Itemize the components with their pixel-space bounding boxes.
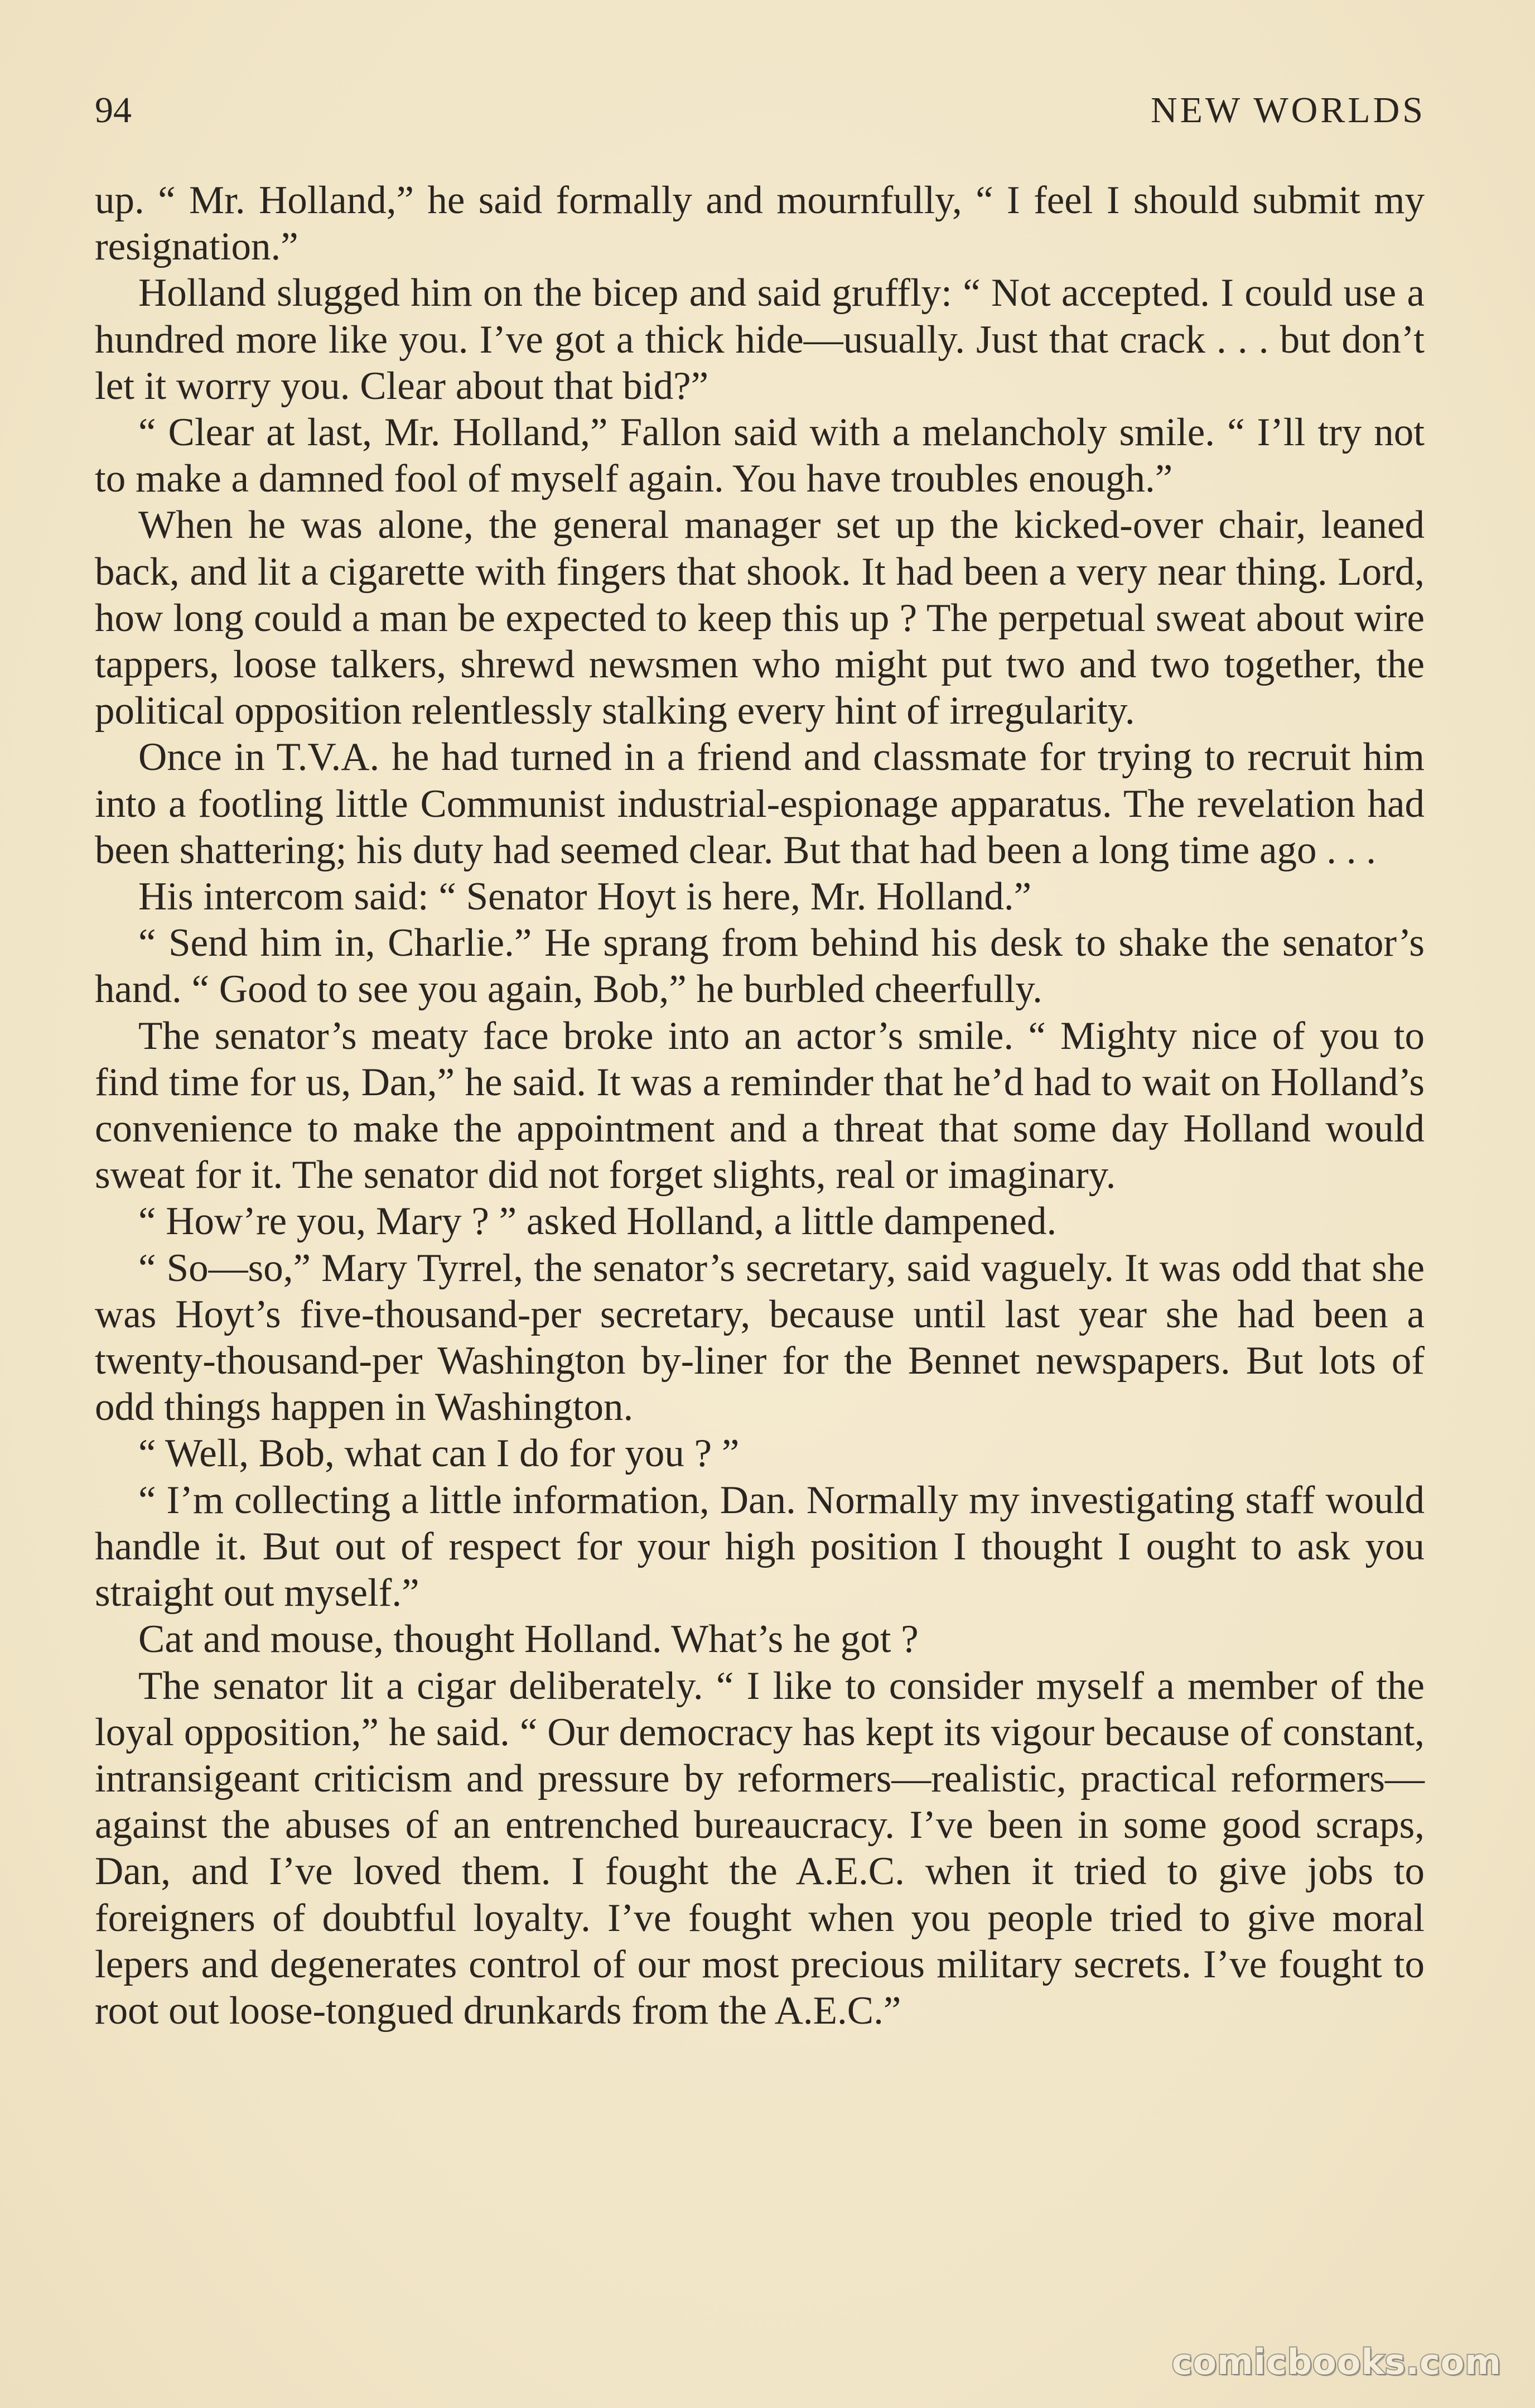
paragraph: “ Send him in, Charlie.” He sprang from behind his desk to shake the senator’s hand. “ Good to see you again, Bob,” he burbled cheerfully.: [95, 921, 1425, 1012]
paragraph: up. “ Mr. Holland,” he said formally and mournfully, “ I feel I should submit my resignation.”: [95, 179, 1425, 269]
page-number: 94: [95, 90, 132, 131]
paragraph: “ How’re you, Mary ? ” asked Holland, a little dampened.: [138, 1200, 1057, 1244]
paragraph: “ Well, Bob, what can I do for you ? ”: [138, 1432, 740, 1476]
paragraph: “ I’m collecting a little information, Dan. Normally my investigating staff would handle it. But out of respect for your high position I thought I ought to ask you straight out myself.”: [95, 1478, 1425, 1615]
story-text: [95, 177, 1425, 2034]
paragraph: When he was alone, the general manager set up the kicked-over chair, leaned back, and lit a cigarette with fingers that shook. It had been a very near thing. Lord, how long could a man be expected to keep this up ? The perpetual sweat about wire tappers, loose talkers, shrewd newsmen who might put two and two together, the political opposition relentlessly stalking every hint of irregularity.: [95, 503, 1425, 733]
paragraph: The senator’s meaty face broke into an actor’s smile. “ Mighty nice of you to find time for us, Dan,” he said. It was a reminder that he’d had to wait on Holland’s convenience to make the appointment and a threat that some day Holland would sweat for it. The senator did not forget slights, real or imaginary.: [95, 1014, 1425, 1197]
paragraph: The senator lit a cigar deliberately. “ I like to consider myself a member of the loyal opposition,” he said. “ Our democracy has kept its vigour because of constant, intransigeant criticism and pressure by reformers—realistic, practical reformers—against the abuses of an entrenched bureaucracy. I’ve been in some good scraps, Dan, and I’ve loved them. I fought the A.E.C. when it tried to give jobs to foreigners of doubtful loyalty. I’ve fought when you people tried to give moral lepers and degenerates control of our most precious military secrets. I’ve fought to root out loose-tongued drunkards from the A.E.C.”: [95, 1664, 1425, 2033]
paragraph: Cat and mouse, thought Holland. What’s he got ?: [138, 1617, 919, 1661]
site-watermark: comicbooks.com: [1171, 2342, 1502, 2382]
page-header: [95, 89, 1426, 139]
running-title: NEW WORLDS: [1150, 90, 1426, 131]
paragraph: “ So—so,” Mary Tyrrel, the senator’s secretary, said vaguely. It was odd that she was Hoyt’s five-thousand-per secretary, because until last year she had been a twenty-thousand-per Washington by-liner for the Bennet newspapers. But lots of odd things happen in Washington.: [95, 1246, 1425, 1429]
paragraph: His intercom said: “ Senator Hoyt is here, Mr. Holland.”: [138, 875, 1032, 919]
paragraph: “ Clear at last, Mr. Holland,” Fallon said with a melancholy smile. “ I’ll try not to make a damned fool of myself again. You have troubles enough.”: [95, 411, 1425, 501]
paragraph: Holland slugged him on the bicep and said gruffly: “ Not accepted. I could use a hundred more like you. I’ve got a thick hide—usually. Just that crack . . . but don’t let it worry you. Clear about that bid?”: [95, 271, 1425, 408]
paragraph: Once in T.V.A. he had turned in a friend and classmate for trying to recruit him into a footling little Communist industrial-espionage apparatus. The revelation had been shattering; his duty had seemed clear. But that had been a long time ago . . .: [95, 735, 1425, 872]
